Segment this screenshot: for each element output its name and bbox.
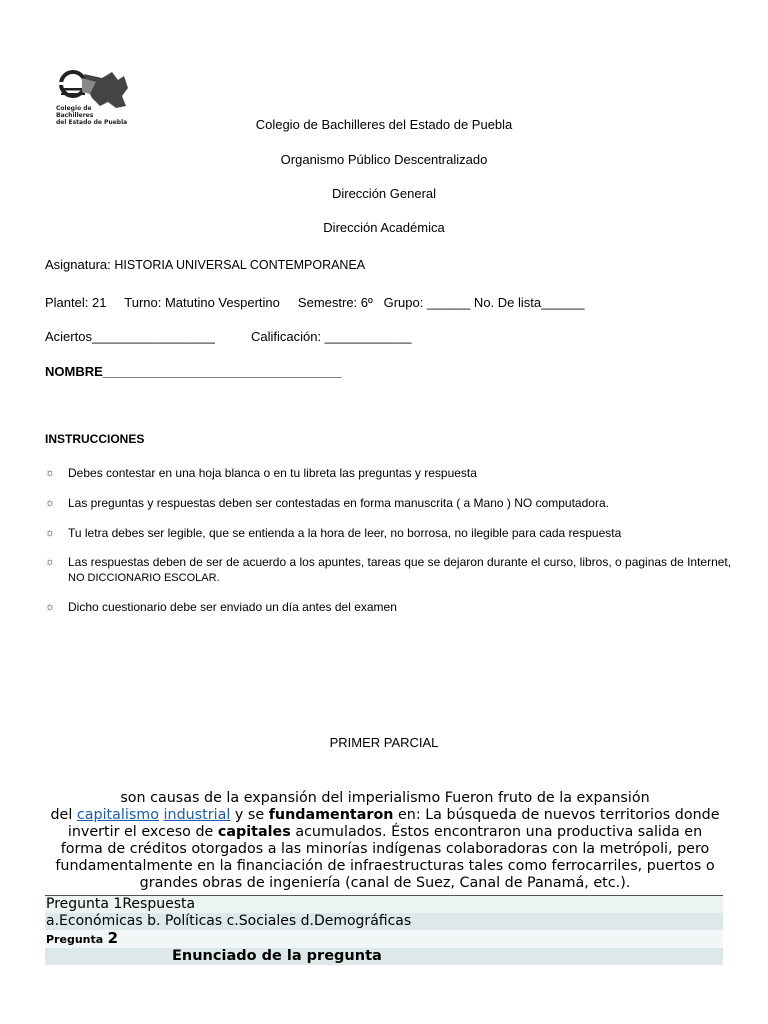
list-item: ☼ Las respuestas deben de ser de acuerdo a los apuntes, tareas que se dejaron durante el curso, libros, o paginas de Internet, NO DICCIONARIO ESCOLAR. xyxy=(45,555,732,584)
industrial-link[interactable]: industrial xyxy=(163,807,231,823)
capitalismo-link[interactable]: capitalismo xyxy=(76,807,159,823)
question-1-label: Pregunta 1Respuesta xyxy=(45,896,723,913)
aciertos-line: Aciertos_________________ Calificación: ____________ xyxy=(45,329,412,344)
nombre-line: NOMBRE_________________________________ xyxy=(45,364,342,379)
questions-table xyxy=(45,895,723,965)
question-2-label: Pregunta 2 xyxy=(45,930,723,948)
svg-text:Colegio de: Colegio de xyxy=(56,105,92,112)
question-1-options: a.Económicas b. Políticas c.Sociales d.Demográficas xyxy=(45,913,723,930)
instructions-title: INSTRUCCIONES xyxy=(45,432,145,446)
direccion-academica-line: Dirección Académica xyxy=(323,220,445,235)
organismo-line: Organismo Público Descentralizado xyxy=(280,152,488,167)
svg-text:del Estado de Puebla: del Estado de Puebla xyxy=(56,119,128,126)
instructions-list xyxy=(45,466,735,615)
asignatura-value: HISTORIA UNIVERSAL CONTEMPORANEA xyxy=(114,258,366,272)
asignatura-line xyxy=(45,257,365,272)
institution-title: Colegio de Bachilleres del Estado de Puebla xyxy=(255,117,513,132)
list-item: ☼ Tu letra debes ser legible, que se entienda a la hora de leer, no borrosa, no ilegible para cada respuesta xyxy=(45,526,622,540)
plantel-line: Plantel: 21 Turno: Matutino Vespertino Semestre: 6º Grupo: ______ No. De lista______ xyxy=(45,295,585,310)
direccion-general-line: Dirección General xyxy=(331,186,437,201)
list-item: ☼ Dicho cuestionario debe ser enviado un día antes del examen xyxy=(45,600,397,614)
bullet-icon: ☼ xyxy=(45,527,56,539)
no-diccionario-note: NO DICCIONARIO ESCOLAR. xyxy=(68,572,220,584)
intro-paragraph: son causas de la expansión del imperialismo Fueron fruto de la expansión del capitalismo industrial y se fundamentaron en: La búsqueda de nuevos territorios donde invertir el exceso de capitales acumulados. Éstos encontraron una productiva salida en forma de créditos otorgados a las minorías indígenas colaboradoras con la metrópoli, pero fundamentalmente en la financiación de infraestructuras tales como ferrocarriles, puertos o grandes obras de ingeniería (canal de Suez, Canal de Panamá, etc.). xyxy=(50,790,720,891)
list-item: ☼ Las preguntas y respuestas deben ser contestadas en forma manuscrita ( a Mano ) NO computadora. xyxy=(45,496,609,510)
bullet-icon: ☼ xyxy=(45,497,56,509)
list-item: ☼ Debes contestar en una hoja blanca o en tu libreta las preguntas y respuesta xyxy=(45,466,477,480)
section-title: PRIMER PARCIAL xyxy=(329,735,439,750)
bullet-icon: ☼ xyxy=(45,467,56,479)
svg-text:Bachilleres: Bachilleres xyxy=(56,112,94,119)
bullet-icon: ☼ xyxy=(45,601,56,613)
question-2-enunciado: Enunciado de la pregunta xyxy=(45,948,723,965)
bullet-icon: ☼ xyxy=(45,556,56,568)
asignatura-label: Asignatura: xyxy=(45,257,111,272)
